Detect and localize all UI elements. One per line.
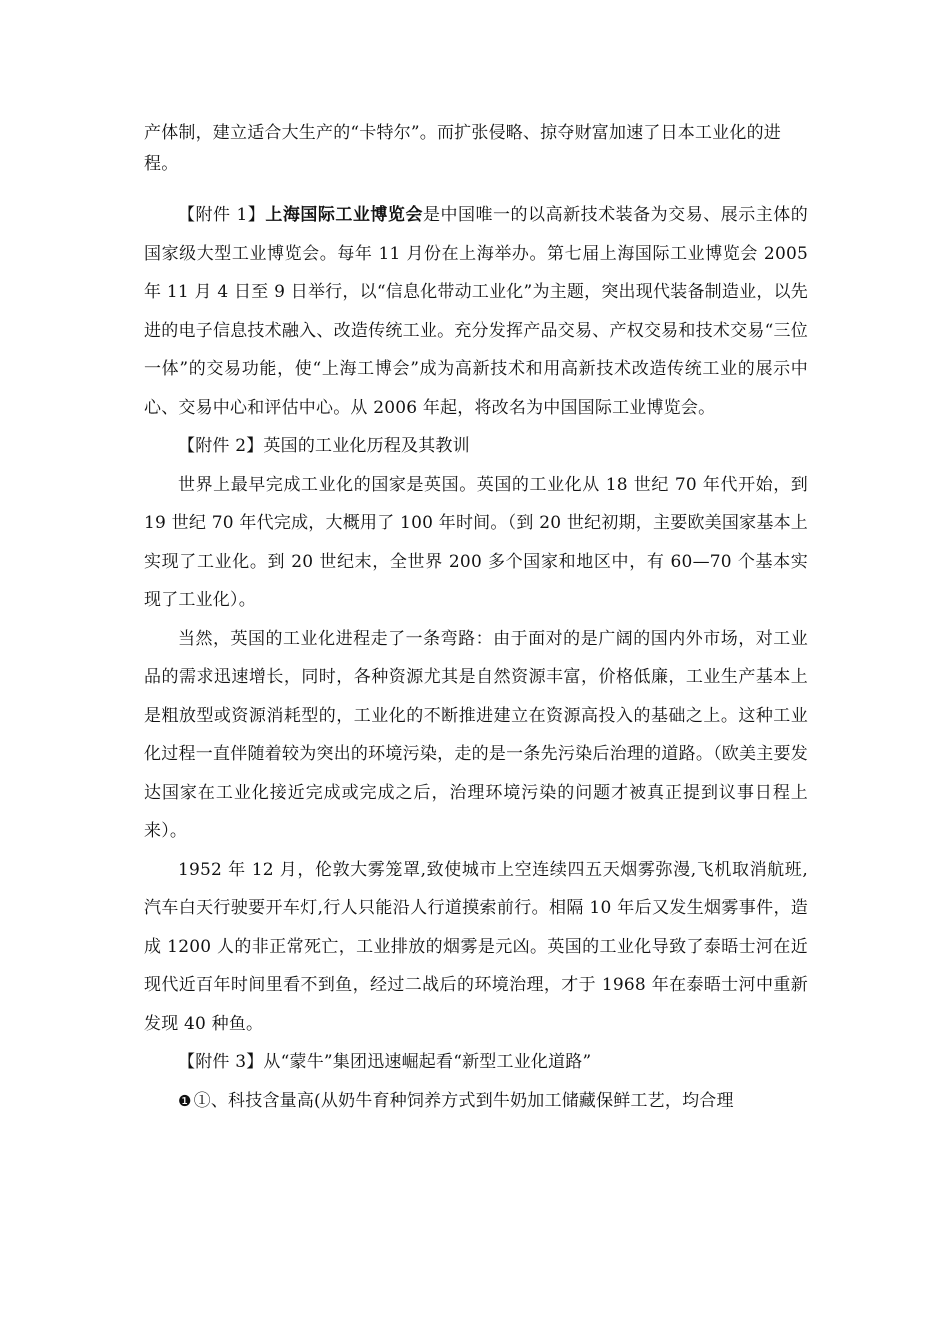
attachment2-heading: 【附件 2】英国的工业化历程及其教训 bbox=[178, 436, 470, 456]
attachment3-heading: 【附件 3】从“蒙牛”集团迅速崛起看“新型工业化道路” bbox=[178, 1052, 592, 1072]
paragraph-gap bbox=[144, 180, 808, 196]
attachment1-tag: 【附件 1】 bbox=[178, 205, 266, 225]
continuation-paragraph: 产体制，建立适合大生产的“卡特尔”。而扩张侵略、掠夺财富加速了日本工业化的进程。 bbox=[144, 123, 781, 174]
attachment3-item-1-text: ①、科技含量高(从奶牛育种饲养方式到牛奶加工储藏保鲜工艺，均合理 bbox=[193, 1090, 734, 1111]
attachment1-paragraph bbox=[144, 196, 808, 427]
attachment1-text: 是中国唯一的以高新技术装备为交易、展示主体的国家级大型工业博览会。每年 11 月份在上海举办。第七届上海国际工业博览会 2005 年 11 月 4 日至 9 日举行，以“信息化带动工业化”为主题，突出现代装备制造业，以先进的电子信息技术融入、改造传统工业。充分发挥产品交易、产权交易和技术交易“三位一体”的交易功能，使“上海工博会”成为高新技术和用高新技术改造传统工业的展示中心、交易中心和评估中心。从 2006 年起，将改名为中国国际工业博览会。 bbox=[144, 205, 808, 418]
attachment3-item-1 bbox=[144, 1082, 808, 1121]
attachment1-bold-title: 上海国际工业博览会 bbox=[265, 205, 423, 225]
attachment2-paragraph-1: 世界上最早完成工业化的国家是英国。英国的工业化从 18 世纪 70 年代开始，到 19 世纪 70 年代完成，大概用了 100 年时间。（到 20 世纪初期，主要欧美国家基本上实现了工业化。到 20 世纪末，全世界 200 多个国家和地区中，有 60—70 个基本实现了工业化）。 bbox=[144, 474, 808, 610]
document-body bbox=[144, 118, 808, 1120]
attachment2-paragraph-3: 1952 年 12 月，伦敦大雾笼罩,致使城市上空连续四五天烟雾弥漫,飞机取消航班,汽车白天行驶要开车灯,行人只能沿人行道摸索前行。相隔 10 年后又发生烟雾事件，造成 1200 人的非正常死亡，工业排放的烟雾是元凶。英国的工业化导致了泰晤士河在近现代近百年时间里看不到鱼，经过二战后的环境治理，才于 1968 年在泰晤士河中重新发现 40 种鱼。 bbox=[144, 859, 808, 1034]
bullet-icon: ❶ bbox=[178, 1091, 192, 1110]
attachment2-paragraph-2: 当然，英国的工业化进程走了一条弯路：由于面对的是广阔的国内外市场，对工业品的需求迅速增长，同时，各种资源尤其是自然资源丰富，价格低廉，工业生产基本上是粗放型或资源消耗型的，工业化的不断推进建立在资源高投入的基础之上。这种工业化过程一直伴随着较为突出的环境污染，走的是一条先污染后治理的道路。（欧美主要发达国家在工业化接近完成或完成之后，治理环境污染的问题才被真正提到议事日程上来）。 bbox=[144, 628, 808, 841]
